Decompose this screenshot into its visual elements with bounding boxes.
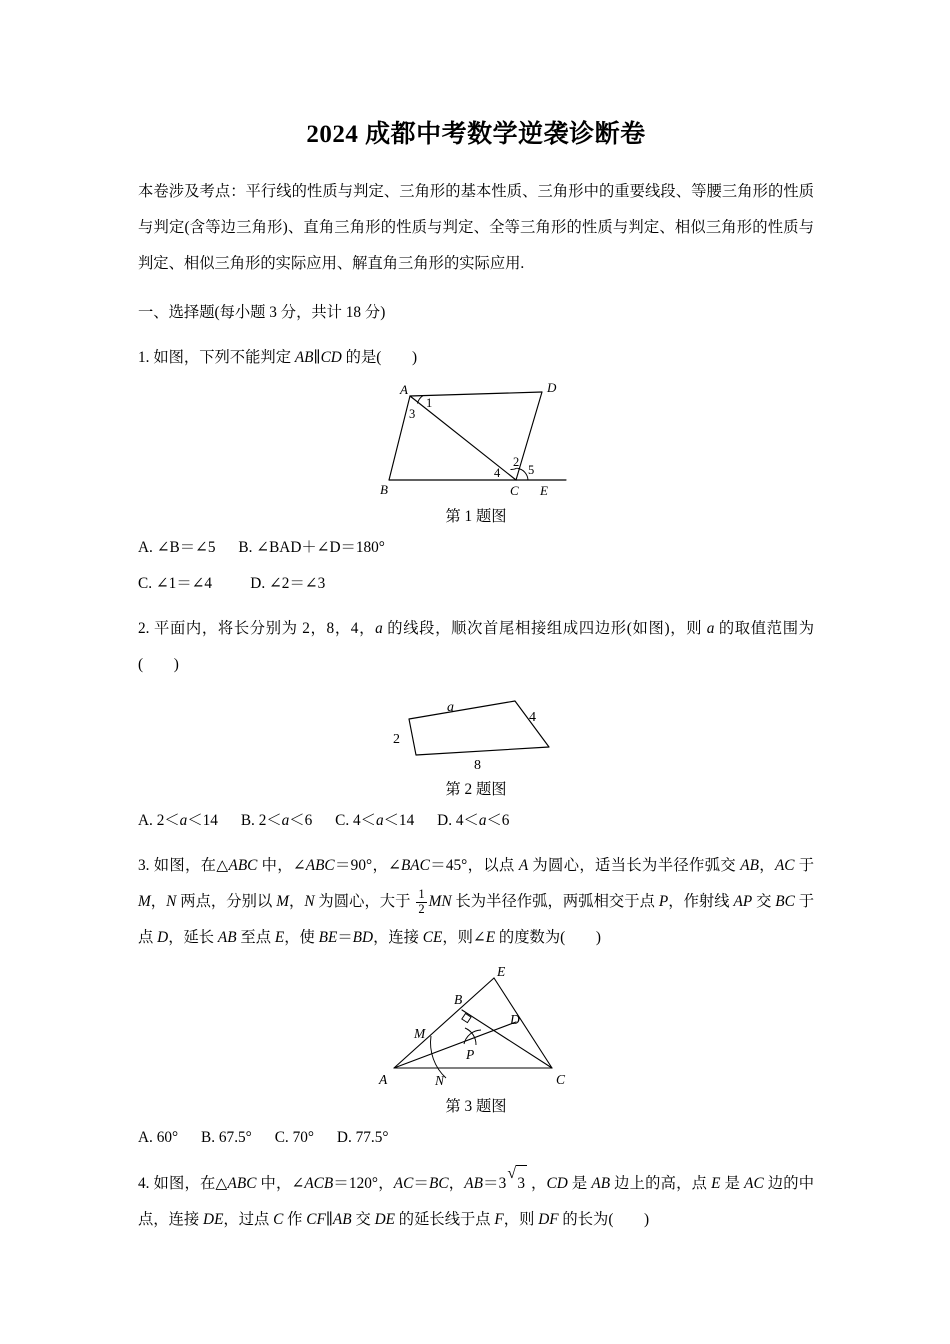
label-side-8: 8 (474, 758, 481, 771)
q3-point-n: N (166, 893, 177, 910)
question-1-figure (376, 380, 576, 498)
q3-p15: 于点 (138, 893, 815, 946)
construction-arc-MN (431, 1036, 446, 1078)
q1-segment-cd: CD (320, 349, 342, 366)
q1-option-b: B. ∠BAD＋∠D＝180° (238, 539, 385, 556)
line-AB (389, 396, 410, 480)
fraction-numerator: 1 (418, 886, 425, 901)
question-1-figure-wrapper (138, 380, 814, 498)
q2-var-a-1: a (375, 620, 383, 637)
q3-p4: ＝45°，以点 (429, 857, 519, 874)
angle-arc-1 (418, 396, 424, 404)
page-title: 2024 成都中考数学逆袭诊断卷 (306, 121, 646, 148)
label-B: B (380, 482, 388, 497)
q2-var-a-2: a (706, 620, 715, 637)
q4-seg-df: DF (538, 1211, 559, 1228)
q2-stem-part1: 平面内，将长分别为 2，8，4， (153, 620, 376, 637)
label-C: C (556, 1072, 566, 1087)
q3-angle-e: E (485, 929, 496, 946)
q2-stem-part2: 的线段，顺次首尾相接组成四边形(如图)，则 (382, 620, 707, 637)
q3-p11: 为圆心，大于 (314, 893, 415, 910)
question-2-figure-wrapper (138, 689, 814, 771)
q2-option-c: C. 4＜a＜14 (335, 812, 415, 829)
label-A: A (379, 1072, 388, 1087)
label-B: B (454, 992, 463, 1007)
q1-option-c: C. ∠1＝∠4 (138, 575, 213, 592)
q3-p19: ＝ (337, 929, 353, 946)
q3-seg-ab2: AB (217, 929, 237, 946)
label-angle-3: 3 (409, 407, 416, 421)
label-P: P (466, 1047, 475, 1062)
question-1-stem (138, 340, 814, 376)
q3-p20: ，连接 (373, 929, 423, 946)
label-side-2: 2 (393, 732, 400, 747)
label-D: D (510, 1012, 520, 1027)
q3-seg-mn: MN (428, 893, 452, 910)
q3-answer-blank: ) (565, 929, 601, 946)
square-root-expression (507, 1165, 527, 1202)
q3-p17: 至点 (236, 929, 275, 946)
q1-segment-ab: AB (294, 349, 314, 366)
exam-scope-paragraph: 本卷涉及考点：平行线的性质与判定、三角形的基本性质、三角形中的重要线段、等腰三角形的性质与判定(含等边三角形)、直角三角形的性质与判定、全等三角形的性质与判定、相似三角形的性质与判定、相似三角形的实际应用、解直角三角形的实际应用. (138, 183, 814, 272)
q3-p7: 于 (794, 857, 814, 874)
q3-p13: ，作射线 (668, 893, 734, 910)
q3-p14: 交 (752, 893, 776, 910)
q2-option-d: D. 4＜a＜6 (437, 812, 510, 829)
q3-p5: 为圆心，适当长为半径作弧交 (528, 857, 741, 874)
q1-parallel-symbol: ∥ (313, 349, 321, 366)
q3-point-p: P (658, 893, 669, 910)
q4-point-f: F (494, 1211, 504, 1228)
q4-p12: ，过点 (223, 1211, 274, 1228)
q3-seg-ce: CE (422, 929, 443, 946)
question-2-stem (138, 611, 814, 683)
q3-option-c: C. 70° (274, 1129, 314, 1146)
question-2-figure (381, 689, 571, 771)
label-side-4: 4 (529, 710, 536, 725)
question-3-stem (138, 848, 814, 956)
q3-number: 3. (138, 857, 150, 874)
q1-stem-part2: 的是( (341, 349, 382, 366)
q4-p1: 如图，在△ (153, 1175, 228, 1192)
q4-seg-ac2: AC (744, 1175, 764, 1192)
q4-seg-cd: CD (546, 1175, 568, 1192)
question-1-figure-caption: 第 1 题图 (445, 508, 507, 525)
q4-p3: ＝120°， (333, 1175, 394, 1192)
q4-seg-cf: CF (306, 1211, 326, 1228)
line-AD-ray (394, 1022, 516, 1068)
q4-angle-acb: ACB (304, 1175, 334, 1192)
q4-seg-ac: AC (393, 1175, 414, 1192)
q3-seg-ab: AB (740, 857, 759, 874)
fraction-one-half (416, 888, 426, 916)
q4-point-e: E (711, 1175, 721, 1192)
q4-parallel-symbol: ∥ (325, 1211, 333, 1228)
q3-p3: ＝90°，∠ (334, 857, 401, 874)
q3-seg-bc: BC (775, 893, 795, 910)
line-AE (394, 978, 494, 1068)
q3-point-m: M (138, 893, 151, 910)
q3-option-b: B. 67.5° (201, 1129, 252, 1146)
radicand: 3 (516, 1165, 527, 1202)
q4-p10: 是 (720, 1175, 745, 1192)
q3-ray-ap: AP (733, 893, 753, 910)
q3-point-d: D (157, 929, 169, 946)
question-2-options (138, 803, 814, 839)
q4-p4: ＝ (413, 1175, 429, 1192)
q4-seg-ab2: AB (591, 1175, 611, 1192)
q4-p16: 的延长线于点 (394, 1211, 495, 1228)
q4-tri-abc: ABC (227, 1175, 257, 1192)
q4-p5: ， (448, 1175, 465, 1192)
question-3-figure-caption: 第 3 题图 (445, 1098, 507, 1115)
label-E: E (497, 964, 506, 979)
question-3-figure (366, 962, 586, 1088)
label-side-a: a (447, 700, 454, 715)
q3-p12: 长为半径作弧，两弧相交于点 (451, 893, 659, 910)
q3-option-d: D. 77.5° (336, 1129, 389, 1146)
page-content (138, 0, 814, 1238)
q4-number: 4. (138, 1175, 150, 1192)
construction-arc-P1 (465, 1028, 476, 1045)
q4-p6: ＝3 (482, 1175, 507, 1192)
q3-angle-bac: BAC (400, 857, 430, 874)
question-4-stem (138, 1165, 814, 1238)
q4-p18: 的长为( (558, 1211, 614, 1228)
q3-point-n2: N (304, 893, 315, 910)
q3-p1: 如图，在△ (153, 857, 229, 874)
q4-p11: 边的中点，连接 (138, 1175, 814, 1228)
q4-p17: ，则 (503, 1211, 539, 1228)
q2-option-a: A. 2＜a＜14 (138, 812, 218, 829)
q4-point-c: C (273, 1211, 284, 1228)
q3-p10: ， (288, 893, 305, 910)
q2-stem-part3: 的取值范围为( (138, 620, 814, 673)
q3-p2: 中，∠ (257, 857, 306, 874)
label-angle-4: 4 (494, 466, 501, 480)
construction-arc-P2 (464, 1030, 481, 1044)
label-C: C (510, 483, 519, 498)
q2-number: 2. (138, 620, 150, 637)
q3-p8: ， (150, 893, 167, 910)
q3-p18: ，使 (284, 929, 319, 946)
q3-seg-be: BE (318, 929, 338, 946)
label-N: N (435, 1073, 445, 1088)
label-M: M (414, 1026, 426, 1041)
q4-p9: 边上的高，点 (610, 1175, 712, 1192)
quadrilateral-shape (409, 701, 549, 755)
q3-point-a: A (518, 857, 529, 874)
label-angle-5: 5 (528, 463, 535, 477)
q3-p21: ，则∠ (442, 929, 486, 946)
label-angle-2: 2 (513, 455, 520, 469)
q1-option-a: A. ∠B＝∠5 (138, 539, 216, 556)
question-1-options-row1 (138, 530, 814, 566)
q4-p15: 交 (351, 1211, 375, 1228)
q4-seg-de: DE (203, 1211, 224, 1228)
question-2-figure-caption: 第 2 题图 (445, 781, 507, 798)
q4-seg-ab3: AB (332, 1211, 352, 1228)
q4-p2: 中，∠ (256, 1175, 305, 1192)
q2-answer-blank: ) (143, 656, 179, 673)
q3-seg-bd: BD (352, 929, 374, 946)
fraction-denominator: 2 (418, 901, 425, 916)
q4-p7: ， (526, 1175, 547, 1192)
q3-p22: 的度数为( (495, 929, 566, 946)
label-D: D (547, 380, 557, 395)
q3-p9: 两点，分别以 (176, 893, 277, 910)
q3-tri-abc: ABC (228, 857, 258, 874)
radical-sign-icon: √ (507, 1164, 517, 1182)
q4-seg-de2: DE (374, 1211, 395, 1228)
q3-p6: ， (758, 857, 775, 874)
q3-angle-abc: ABC (305, 857, 335, 874)
q3-p16: ，延长 (168, 929, 218, 946)
q1-option-d: D. ∠2＝∠3 (250, 575, 326, 592)
q1-stem-part1: 如图，下列不能判定 (153, 349, 295, 366)
q4-answer-blank: ) (613, 1211, 650, 1228)
question-1-options-row2 (138, 566, 814, 602)
label-angle-1: 1 (426, 396, 433, 410)
q4-p8: 是 (567, 1175, 592, 1192)
question-3-figure-wrapper (138, 962, 814, 1088)
q2-option-b: B. 2＜a＜6 (240, 812, 313, 829)
question-3-options (138, 1120, 814, 1156)
q4-seg-bc: BC (428, 1175, 449, 1192)
q3-seg-ac: AC (774, 857, 795, 874)
line-EC (494, 978, 552, 1068)
q3-option-a: A. 60° (138, 1129, 179, 1146)
label-E: E (540, 483, 548, 498)
q4-seg-ab: AB (464, 1175, 483, 1192)
label-A: A (400, 382, 408, 397)
q3-point-m2: M (276, 893, 289, 910)
q4-p13: 作 (283, 1211, 307, 1228)
section-heading-multiple-choice: 一、选择题(每小题 3 分，共计 18 分) (138, 304, 386, 321)
q1-number: 1. (138, 349, 150, 366)
q3-point-e: E (274, 929, 285, 946)
q1-answer-blank: ) (381, 349, 418, 366)
